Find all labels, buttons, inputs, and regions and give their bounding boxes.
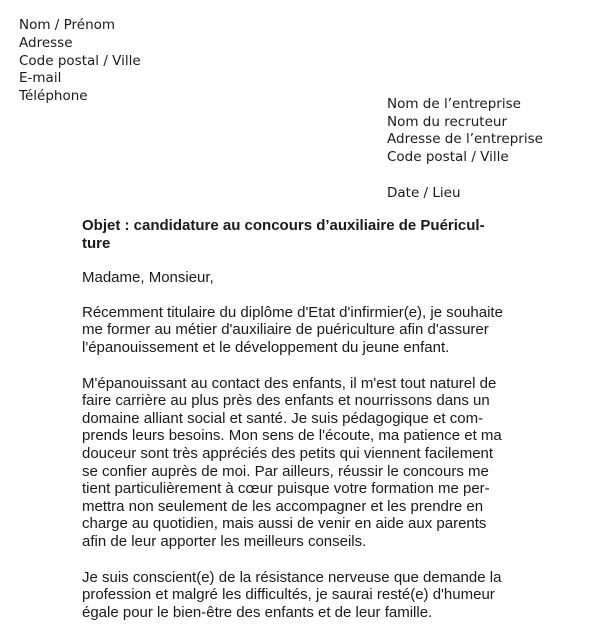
sender-email: E-mail <box>19 70 62 87</box>
text-line: Récemment titulaire du diplôme d'Etat d'infirmier(e), je souhaite <box>82 303 503 321</box>
text-line: faire carrière au plus près des enfants et nourrissons dans un <box>82 392 490 410</box>
text-line: l'épanouissement et le développement du jeune enfant. <box>82 338 450 356</box>
recipient-address: Adresse de l’entreprise <box>387 131 543 148</box>
sender-address: Adresse <box>19 34 73 51</box>
recipient-company: Nom de l’entreprise <box>387 96 521 112</box>
paragraph-2 <box>82 375 512 551</box>
text-line: profession et malgré les difficultés, je saurai resté(e) d'humeur <box>82 586 495 604</box>
recipient-postcode-city: Code postal / Ville <box>387 148 509 165</box>
text-line: tient particulièrement à cœur puisque votre formation me per- <box>82 480 490 498</box>
text-line: Je suis conscient(e) de la résistance nerveuse que demande la <box>82 568 502 586</box>
subject-line: Objet : candidature au concours d’auxiliaire de Puéricul- <box>82 217 485 234</box>
paragraph-3 <box>82 569 512 622</box>
text-line: afin de leur apporter les meilleurs conseils. <box>82 532 367 550</box>
sender-postcode-city: Code postal / Ville <box>19 52 141 69</box>
text-line: égale pour le bien-être des enfants et de leur famille. <box>82 603 433 621</box>
text-line: mettra non seulement de les accompagner et les prendre en <box>82 497 484 515</box>
text-line: prends leurs besoins. Mon sens de l'écoute, ma patience et ma <box>82 427 502 445</box>
letter-subject <box>82 217 512 252</box>
text-line: M'épanouissant au contact des enfants, il m'est tout naturel de <box>82 374 497 392</box>
sender-phone: Téléphone <box>19 88 88 105</box>
letter-body <box>82 217 512 630</box>
subject-line: ture <box>82 234 111 252</box>
sender-name: Nom / Prénom <box>19 17 116 33</box>
text-line: se confier auprès de moi. Par ailleurs, réussir le concours me <box>82 462 489 480</box>
text-line: me former au métier d'auxiliaire de puériculture afin d'assurer <box>82 321 489 339</box>
text-line: domaine alliant social et santé. Je suis pédagogique et com- <box>82 409 484 427</box>
letter-salutation: Madame, Monsieur, <box>82 269 214 287</box>
sender-block <box>19 17 141 106</box>
date-place: Date / Lieu <box>387 185 461 201</box>
recipient-recruiter: Nom du recruteur <box>387 113 508 130</box>
recipient-block <box>387 96 543 166</box>
text-line: charge au quotidien, mais aussi de venir en aide aux parents <box>82 515 487 533</box>
text-line: douceur sont très appréciés des petits qui viennent facilement <box>82 444 494 462</box>
paragraph-1 <box>82 304 512 357</box>
